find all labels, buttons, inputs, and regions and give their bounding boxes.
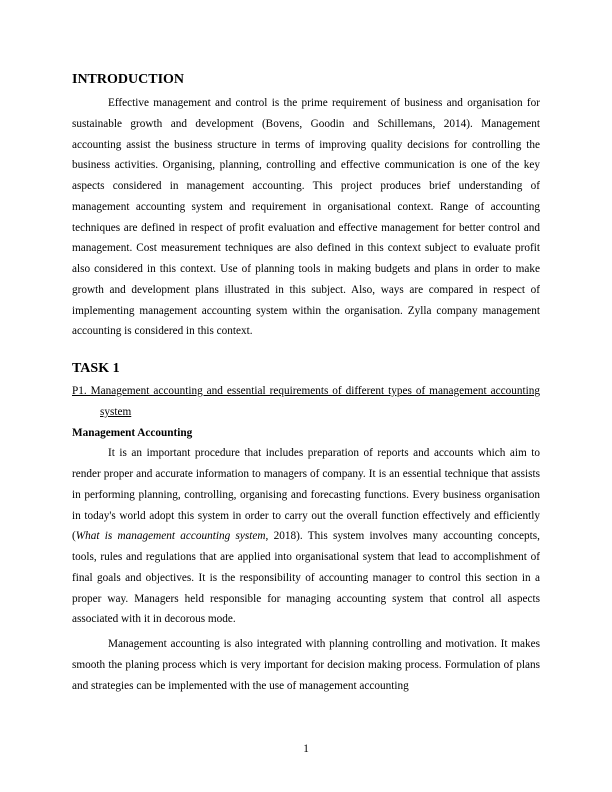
introduction-paragraph: Effective management and control is the prime requirement of business and organisation for sustainable growth and development (Bovens, Goodin and Schillemans, 2014). Management accounting assist the business structure in terms of improving quality decisions for controlling the business activities. Organising, planning, controlling and effective communication is one of the key aspects considered in management accounting. This project produces brief understanding of management accounting system and requirement in organisational context. Range of accounting techniques are defined in respect of profit evaluation and effective management for better control and management. Cost measurement techniques are also defined in this context subject to evaluate profit also considered in this context. Use of planning tools in making budgets and plans in order to make growth and development plans illustrated in this subject. Also, ways are compared in respect of implementing management accounting system within the organisation. Zylla company management accounting is considered in this context.: [72, 97, 540, 338]
introduction-heading: INTRODUCTION: [72, 72, 185, 87]
paragraph-1-text-a: It is an important procedure that includes preparation of reports and accounts which aim to render proper and accurate information to managers of company. It is an essential technique that assists in performing planning, controlling, organising and forecasting functions. Every business organisation in today's world adopt this system in order to carry out the overall function effectively and efficiently (: [72, 447, 540, 543]
document-page: [72, 71, 540, 696]
page-number: 1: [303, 743, 309, 755]
management-accounting-title: Management Accounting: [72, 426, 193, 439]
management-accounting-paragraph-1: [72, 443, 540, 630]
task1-heading: TASK 1: [72, 361, 120, 376]
task1-subheading: P1. Management accounting and essential requirements of different types of management accounting system: [72, 385, 540, 418]
citation-title: What is management accounting system: [75, 530, 266, 543]
paragraph-1-text-b: , 2018). This system involves many accounting concepts, tools, rules and regulations that are applied into organisational system that lead to accomplishment of final goals and objectives. It is the responsibility of accounting manager to control this section in a proper way. Managers held responsible for managing accounting system that control all aspects associated with it in decorous mode.: [72, 530, 540, 626]
management-accounting-paragraph-2: Management accounting is also integrated with planning controlling and motivation. It makes smooth the planing process which is very important for decision making process. Formulation of plans and strategies can be implemented with the use of management accounting: [72, 638, 540, 692]
